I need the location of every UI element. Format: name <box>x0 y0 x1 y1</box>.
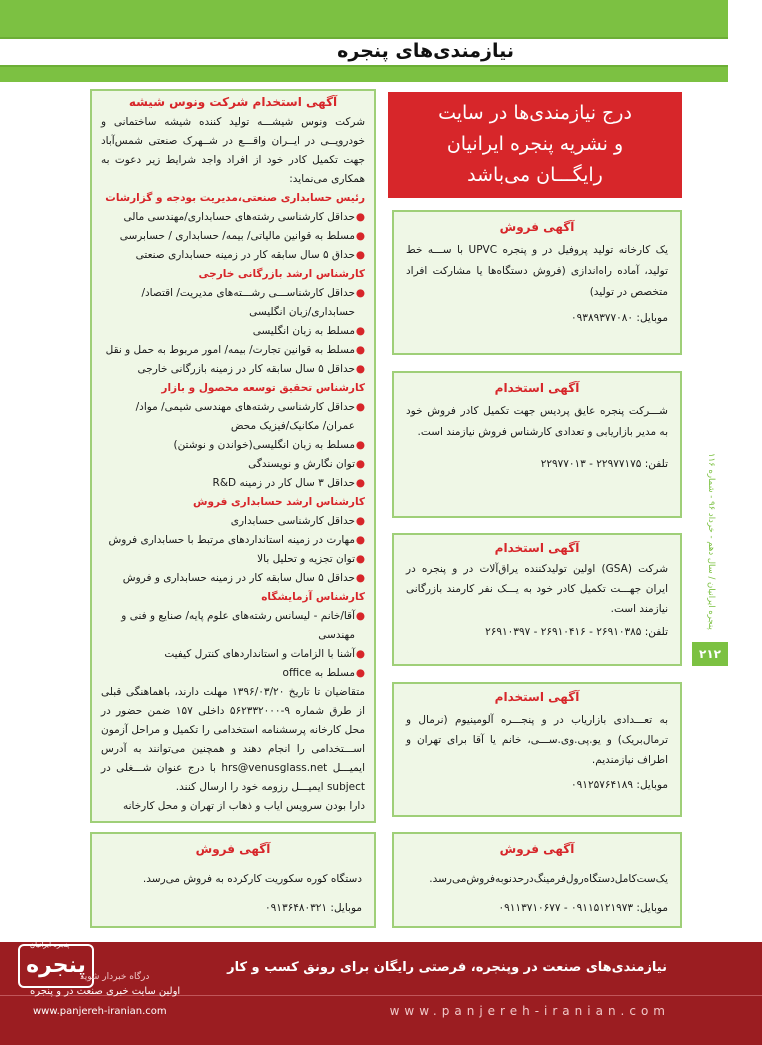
free-listing-banner <box>388 92 682 198</box>
footer-website-spaced[interactable]: www.panjereh-iranian.com <box>389 1004 670 1018</box>
list-item: ● مسلط به زبان انگلیسی <box>252 325 365 337</box>
ad-phone: تلفن: ۲۲۹۷۷۱۷۵ - ۲۲۹۷۷۰۱۳ <box>540 458 668 470</box>
ad-intro: شرکت ونوس شیشـــه تولید کننده شیشه ساختمانی و خودرویــی در ایــران واقـــع در شــهرک صنعتی شمس‌آباد جهت تکمیل کادر خود از افراد واجد شرایط زیر دعوت به همکاری می‌نماید: <box>101 116 365 185</box>
ad-hire-marketer <box>392 682 682 817</box>
list-item: ● حداقل کارشناسی رشته‌های مهندسی شیمی/ مواد/ عمران/ مکانیک/فیزیک محض <box>135 401 365 432</box>
ad-closing: متقاضیان تا تاریخ ۱۳۹۶/۰۳/۲۰ مهلت دارند، باهماهنگی قبلی از طرق شماره ۹-۵۶۲۳۳۲۰۰۰ داخلی ۱۵۷ ضمن حضور در محل کارخانه پرسشنامه استخدامی را تکمیل و مراحل آزمون اســـتخدامی را انجام دهند و همچنین می‌توانند به آدرس ایمیـــل hrs@venusglass.net با درج عنوان شـــغلی در subject ایمیـــل رزومه خود را ارسال کنند. <box>101 686 366 793</box>
ad-text: به تعـــدادی بازاریاب در و پنجـــره آلومینیوم (نرمال و ترمال‌بریک) و یو.پی.وی.ســـی، خانم یا آقا برای تهران و اطراف نیازمندیم. <box>406 714 668 766</box>
ad-venus-glass <box>90 89 376 823</box>
list-item: ● آشنا با الزامات و استانداردهای کنترل کیفیت <box>164 648 365 660</box>
section-heading: کارشناس ارشد بازرگانی خارجی <box>198 268 365 280</box>
list-item: ● مسلط به قوانین تجارت/ بیمه/ امور مربوط به حمل و نقل <box>105 344 365 356</box>
list-item: ● حداقل ۳ سال کار در زمینه R&D <box>212 477 365 489</box>
list-item: ● مهارت در زمینه استانداردهای مرتبط با حسابداری فروش <box>108 534 365 546</box>
issue-info: پنجره ایرانیان / سال دهم - خرداد ۹۶ - شماره ۱۱۶ <box>706 453 716 630</box>
ad-hire-pardis <box>392 371 682 518</box>
section-heading: کارشناس آزمایشگاه <box>261 591 365 603</box>
list-item: ● مسلط به قوانین مالیاتی/ بیمه/ حسابداری / حسابرسی <box>119 230 365 242</box>
ad-text: دستگاه کوره سکوریت کارکرده به فروش می‌رسد. <box>142 873 362 885</box>
list-item: ● حداقل ۵ سال سابقه کار در زمینه حسابداری و فروش <box>122 572 365 584</box>
page-number: ۲۱۲ <box>692 642 728 666</box>
footer-website[interactable]: www.panjereh-iranian.com <box>33 1006 167 1017</box>
banner-line: و نشریه پنجره ایرانیان <box>446 133 624 155</box>
banner-line: رایگـــان می‌باشد <box>467 164 603 186</box>
ad-title: آگهی فروش <box>499 842 575 856</box>
requirements-list <box>101 284 365 379</box>
section-heading: کارشناس تحقیق توسعه محصول و بازار <box>161 382 365 394</box>
ad-sale-tempering-furnace <box>90 832 376 928</box>
list-item: ● حداق ۵ سال سابقه کار در زمینه حسابداری صنعتی <box>135 249 365 261</box>
ad-text: شـــرکت پنجره عایق پردیس جهت تکمیل کادر فروش خود به مدیر بازاریابی و تعدادی کارشناس فروش نیازمند است. <box>406 405 668 438</box>
ad-text: یک کارخانه تولید پروفیل در و پنجره UPVC با ســـه خط تولید، آماده راه‌اندازی (فروش دستگاه‌ها یا مشارکت افراد متخصص در تولید) <box>406 244 669 298</box>
logo-tagline: اولین سایت خبری صنعت در و پنجره <box>30 986 181 997</box>
ad-phone: موبایل: ۰۹۱۳۶۴۸۰۳۲۱ <box>265 902 362 914</box>
ad-title: آگهی استخدام <box>494 541 580 555</box>
ad-phone: موبایل: ۰۹۱۲۵۷۶۴۱۸۹ <box>571 779 668 791</box>
logo-subtitle: درگاه خبردار شوید <box>80 972 150 982</box>
ad-title: آگهی استخدام شرکت ونوس شیشه <box>128 95 338 109</box>
logo-small-text: پنجره ایرانیان <box>30 941 70 949</box>
requirements-list <box>101 398 365 493</box>
ad-footer-note: دارا بودن سرویس ایاب و ذهاب از تهران و محل کارخانه <box>122 800 365 812</box>
ad-text: یک‌ست‌کامل‌دستگاه‌رول‌فرمینگ‌درحدنوبه‌فروش‌می‌رسد. <box>429 873 668 885</box>
list-item: ● حداقل کارشناســـی رشـــته‌های مدیریت/ اقتصاد/ حسابداری/زبان انگلیسی <box>141 287 365 318</box>
section-heading: کارشناس ارشد حسابداری فروش <box>192 496 365 508</box>
page-title: نیازمندی‌های پنجره <box>337 40 514 62</box>
ad-title: آگهی استخدام <box>494 381 580 395</box>
list-item: ● آقا/خانم - لیسانس رشته‌های علوم پایه/ صنایع و فنی و مهندسی <box>121 610 365 641</box>
requirements-list <box>101 512 365 588</box>
list-item: ● حداقل ۵ سال سابقه کار در زمینه بازرگانی خارجی <box>137 363 365 375</box>
ad-phone: موبایل: ۰۹۳۸۹۳۷۷۰۸۰ <box>571 312 668 324</box>
ad-text: شرکت (GSA) اولین تولیدکننده یراق‌آلات در و پنجره در ایران جهـــت تکمیل کادر خود به یـــک نفر کارمند بازرگانی نیازمند است. <box>406 563 668 615</box>
list-item: ● مسلط به زبان انگلیسی(خواندن و نوشتن) <box>173 439 365 451</box>
ad-phone: موبایل: ۰۹۱۱۵۱۲۱۹۷۳ - ۰۹۱۱۳۷۱۰۶۷۷ <box>498 902 668 914</box>
list-item: ● حداقل کارشناسی حسابداری <box>230 515 365 527</box>
requirements-list <box>101 607 365 683</box>
ad-phone: تلفن: ۲۶۹۱۰۳۸۵ - ۲۶۹۱۰۴۱۶ - ۲۶۹۱۰۳۹۷ <box>485 626 668 638</box>
list-item: ● توان نگارش و نویسندگی <box>248 458 365 470</box>
banner-line: درج نیازمندی‌ها در سایت <box>438 102 632 124</box>
ad-hire-gsa <box>392 533 682 666</box>
list-item: ● مسلط به office <box>282 667 365 679</box>
ad-sale-roll-forming <box>392 832 682 928</box>
ad-sale-profile-factory <box>392 210 682 355</box>
list-item: ● توان تجزیه و تحلیل بالا <box>257 553 365 565</box>
brand-logo: پنجره <box>18 944 94 988</box>
ad-title: آگهی استخدام <box>494 690 580 704</box>
section-heading: رئیس حسابداری صنعتی،مدیریت بودجه و گزارشات <box>105 192 365 204</box>
ad-title: آگهی فروش <box>195 842 271 856</box>
ad-title: آگهی فروش <box>499 220 575 234</box>
list-item: ● حداقل کارشناسی رشته‌های حسابداری/مهندسی مالی <box>123 211 365 223</box>
requirements-list <box>101 208 365 265</box>
footer-tagline: نیازمندی‌های صنعت در وپنجره، فرصتی رایگان برای رونق کسب و کار <box>227 960 667 975</box>
